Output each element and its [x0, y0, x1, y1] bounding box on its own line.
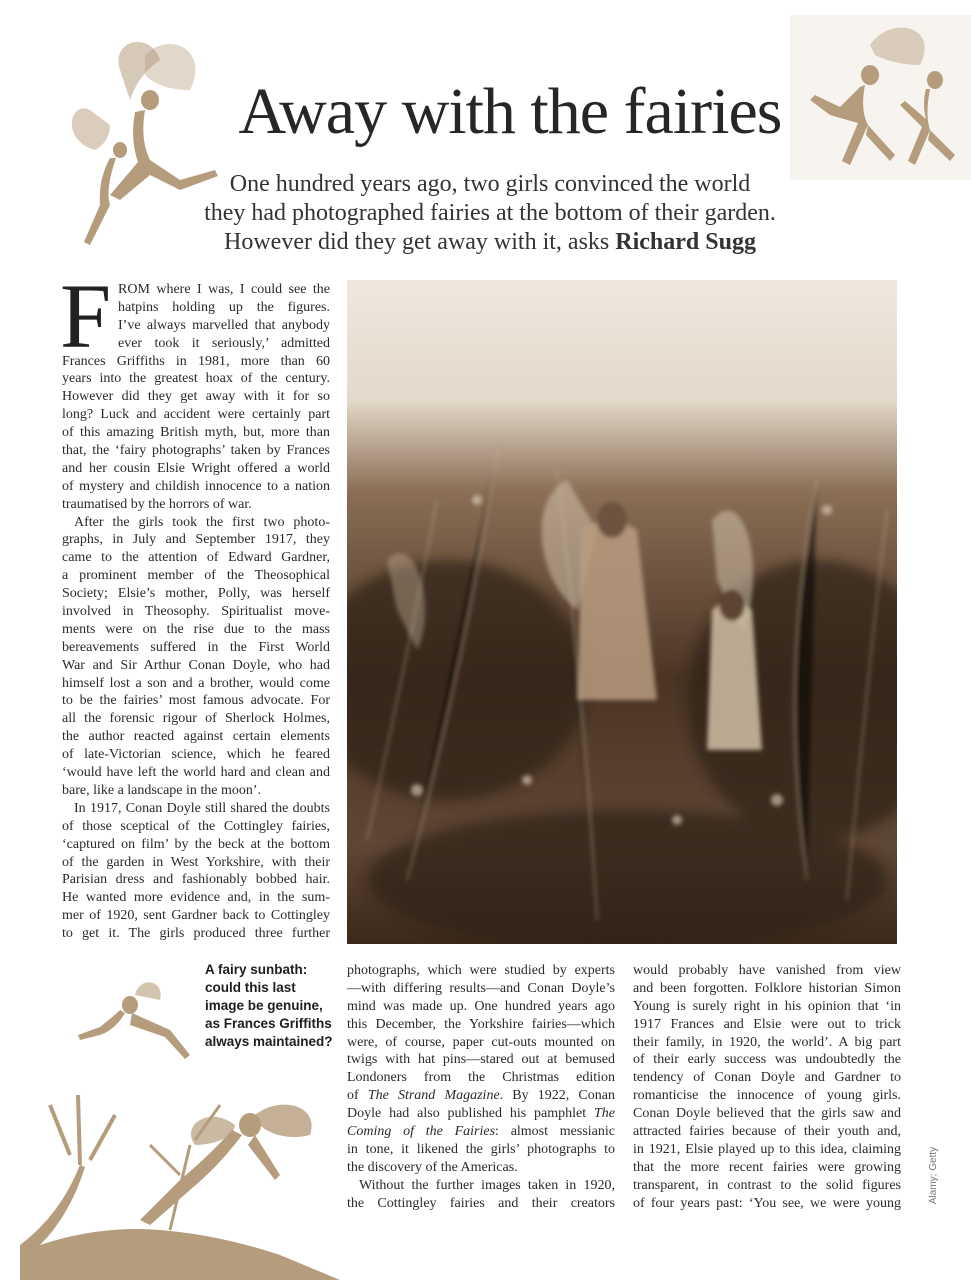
body-text-line: of their early success was undoubtedly the [633, 1052, 901, 1068]
body-text-line: involved in Theosophy. Spiritualist move- [62, 604, 330, 620]
text-segment: . By 1922, Conan [499, 1088, 615, 1104]
drop-cap: F [60, 265, 112, 367]
body-text-line: came to the attention of Edward Gardner, [62, 550, 330, 566]
body-text-line: to be the fairies’ most famous advocate. For [62, 693, 330, 709]
body-text-line: would probably have vanished from view [633, 963, 901, 978]
standfirst-line: they had photographed fairies at the bottom of their garden. [204, 200, 776, 226]
body-text-line: —with differing results—and Conan Doyle’s [347, 980, 615, 996]
body-text-line: himself lost a son and a brother, would come [62, 675, 330, 691]
body-text-line: of this amazing British myth, but, more than [62, 425, 330, 441]
body-text-line: ments were on the rise due to the mass [62, 621, 330, 637]
body-text-line: ‘captured on film’ by the beck at the bottom [62, 836, 330, 852]
body-text-line: ‘would have left the world hard and clean and [62, 765, 330, 781]
body-text-line: of the garden in West Yorkshire, with their [62, 854, 330, 870]
body-text-line: romanticise the innocence of young girls. [633, 1088, 901, 1104]
body-text-line: the Cottingley fairies and their creators [347, 1195, 615, 1211]
body-text-line: War and Sir Arthur Conan Doyle, who had [62, 657, 330, 673]
body-text-line: However did they get away with it for so [62, 389, 330, 405]
article-column-2 [347, 962, 615, 1212]
caption-line: as Frances Griffiths [205, 1016, 332, 1031]
body-text-line: mind was made up. One hundred years ago [347, 998, 615, 1014]
body-text-line: Frances Griffiths in 1981, more than 60 [62, 353, 330, 369]
photo-caption [205, 961, 340, 1051]
article-title: Away with the fairies [238, 75, 782, 148]
body-text-line: He wanted more evidence and, in the sum- [62, 890, 330, 906]
photo-credit: Alamy; Getty [928, 1146, 940, 1205]
body-text-line: and her cousin Elsie Wright offered a world [62, 460, 330, 476]
italic-title: Coming of the Fairies [347, 1124, 496, 1140]
text-segment: of [347, 1088, 368, 1104]
body-text-line [347, 1087, 615, 1105]
standfirst [160, 170, 820, 257]
body-text-line: that, the ‘fairy photographs’ taken by Frances [62, 443, 330, 459]
body-text-line: of late-Victorian science, which he feared [62, 747, 330, 763]
body-text-line: long? Luck and accident were certainly part [62, 407, 330, 423]
italic-title: The [594, 1106, 615, 1122]
body-text-line: After the girls took the first two photo- [74, 514, 330, 530]
body-text-line [347, 1105, 615, 1123]
text-segment: Doyle had also published his pamphlet [347, 1106, 594, 1122]
body-text-line: in 1921, Elsie played up to this idea, claiming [633, 1141, 901, 1157]
body-text-line: Young is surely right in his opinion that ‘in [633, 998, 901, 1014]
body-text-line: years into the greatest hoax of the century. [62, 371, 330, 387]
standfirst-line: One hundred years ago, two girls convinced the world [229, 171, 751, 197]
body-text-line: bereavements suffered in the First World [62, 639, 330, 655]
body-text-line: this December, the Yorkshire fairies—which [347, 1016, 615, 1032]
body-text-line: all the forensic rigour of Sherlock Holmes, [62, 711, 330, 727]
caption-line: A fairy sunbath: [205, 962, 308, 977]
body-text-line [347, 1123, 615, 1141]
body-text-line: hatpins holding up the figures. [118, 299, 330, 315]
body-text-line: their family, in 1920, the world’. A big part [633, 1034, 901, 1050]
body-text-line: that the more recent fairies were growing [633, 1159, 901, 1175]
body-text-line: tendency of Conan Doyle and Gardner to [633, 1070, 901, 1086]
italic-title: The Strand Magazine [367, 1088, 500, 1104]
body-text-line: Conan Doyle believed that the girls saw and [633, 1106, 901, 1122]
body-text-line: 1917 Frances and Elsie were out to trick [633, 1016, 901, 1032]
body-text-line: bare, like a landscape in the moon’. [62, 782, 262, 798]
body-text-line: traumatised by the horrors of war. [62, 496, 252, 512]
body-text-line: Without the further images taken in 1920, [359, 1177, 615, 1193]
body-text-line: Society; Elsie’s mother, Polly, was herself [62, 586, 330, 602]
author-byline: Richard Sugg [615, 229, 756, 255]
body-text-line: a prominent member of the Theosophical [62, 568, 330, 584]
body-text-line: Parisian dress and fashionably bobbed hair. [62, 872, 330, 888]
standfirst-text: However did they get away with it, asks [224, 229, 616, 255]
body-text-line: graphs, in July and September 1917, they [62, 532, 330, 548]
fairy-photograph [347, 280, 897, 944]
body-text-line: in tone, it likened the girls’ photographs to [347, 1141, 615, 1157]
caption-line: image be genuine, [205, 998, 323, 1013]
body-text-line: I’ve always marvelled that anybody [118, 317, 330, 333]
body-text-line: attracted fairies because of their youth and, [633, 1124, 901, 1140]
body-text-line: In 1917, Conan Doyle still shared the doubts [74, 800, 330, 816]
body-text-line: Londoners from the Christmas edition [347, 1070, 615, 1086]
body-text-line: and been forgotten. Folklore historian Simon [633, 980, 901, 996]
body-text-line: transparent, in contrast to the solid figures [633, 1177, 901, 1193]
body-text-line: ROM where I was, I could see the [118, 282, 330, 297]
caption-line: always maintained? [205, 1034, 333, 1049]
body-text-line: of mystery and childish innocence to a nation [62, 478, 330, 494]
standfirst-line [160, 228, 820, 257]
text-segment: : almost messianic [495, 1124, 615, 1140]
caption-line: could this last [205, 980, 296, 995]
article-column-1 [62, 281, 330, 943]
body-text-line: to get it. The girls produced three further [62, 926, 330, 942]
body-text-line: mer of 1920, sent Gardner back to Cottingley [62, 908, 330, 924]
body-text-line: the author reacted against certain elements [62, 729, 330, 745]
body-text-line: the discovery of the Americas. [347, 1159, 518, 1175]
body-text-line: twigs with hat pins—stared out at bemused [347, 1052, 615, 1068]
body-text-line: of four years past: ‘You see, we were young [633, 1195, 901, 1211]
body-text-line: of those sceptical of the Cottingley fairies, [62, 818, 330, 834]
article-column-3 [633, 962, 901, 1212]
body-text-line: were, of course, paper cut-outs mounted on [347, 1034, 615, 1050]
body-text-line: photographs, which were studied by experts [347, 963, 615, 978]
body-text-line: ever took it seriously,’ admitted [118, 335, 330, 351]
